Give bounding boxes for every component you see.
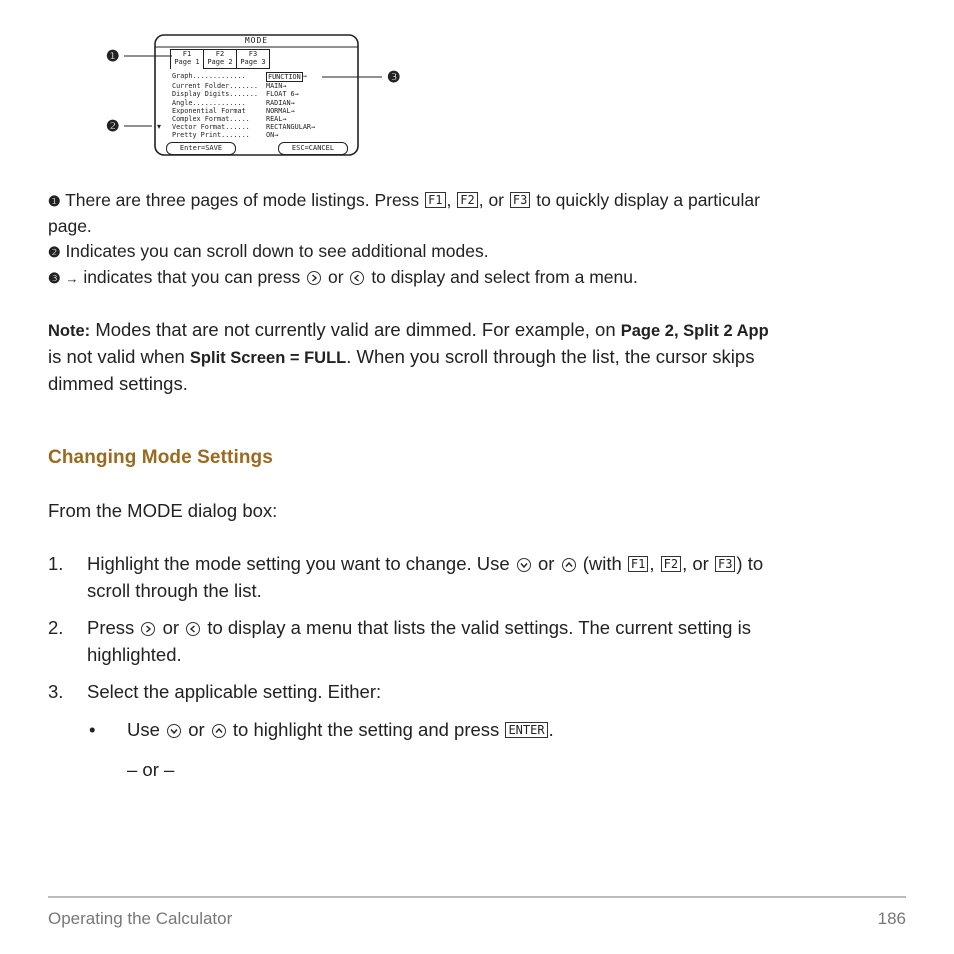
footer-divider: [48, 896, 906, 898]
mode-dialog-title: MODE: [244, 36, 269, 45]
step-2-number: 2.: [48, 617, 64, 638]
f2-key: F2: [457, 192, 477, 208]
down-arrow-key-icon: [517, 558, 531, 572]
mode-row[interactable]: Pretty Print....... ON →: [172, 131, 279, 140]
note-3: ❸ → indicates that you can press or to display and select from a menu.: [48, 267, 638, 287]
esc-cancel-button[interactable]: ESC=CANCEL: [278, 142, 348, 155]
step-2: Press or to display a menu that lists the valid settings. The current setting is: [87, 617, 751, 638]
mode-row[interactable]: Display Digits....... FLOAT 6 →: [172, 90, 299, 99]
menu-arrow-icon: →: [65, 271, 79, 286]
note-1-cont: page.: [48, 216, 92, 236]
left-arrow-key-icon: [350, 271, 364, 285]
tab-page-1[interactable]: F1 Page 1: [170, 49, 204, 69]
mode-row[interactable]: Current Folder....... MAIN →: [172, 82, 287, 91]
note-paragraph-line-3: dimmed settings.: [48, 373, 188, 394]
down-arrow-key-icon: [167, 724, 181, 738]
note-2: ❷ Indicates you can scroll down to see additional modes.: [48, 241, 489, 261]
callout-marker-2: ❷: [106, 118, 120, 135]
tab-page-3[interactable]: F3 Page 3: [237, 49, 270, 69]
step-3: Select the applicable setting. Either:: [87, 681, 382, 702]
mode-row[interactable]: Complex Format..... REAL →: [172, 115, 287, 124]
up-arrow-key-icon: [212, 724, 226, 738]
mode-row[interactable]: Graph............. FUNCTION →: [172, 72, 307, 81]
step-2-cont: highlighted.: [87, 644, 182, 665]
callout-marker-3: ❸: [387, 69, 401, 86]
page-number: 186: [877, 909, 906, 928]
step-1: Highlight the mode setting you want to change. Use or (with F1 , F2 , or F3 ) to: [87, 553, 764, 574]
footer-title: Operating the Calculator: [48, 909, 233, 928]
f2-key: F2: [661, 556, 681, 572]
left-arrow-key-icon: [186, 622, 200, 636]
up-arrow-key-icon: [562, 558, 576, 572]
step-1-cont: scroll through the list.: [87, 580, 262, 601]
scroll-down-indicator-icon: ▾: [157, 122, 162, 131]
f3-key: F3: [715, 556, 735, 572]
section-intro: From the MODE dialog box:: [48, 500, 278, 521]
or-separator: – or –: [127, 759, 175, 780]
note-paragraph: Note: Modes that are not currently valid are dimmed. For example, on Page 2, Split 2 App: [48, 319, 769, 340]
callout-marker-1: ❶: [106, 48, 120, 65]
sub-bullet-mark: •: [89, 719, 96, 740]
sub-bullet-item: Use or to highlight the setting and press ENTER .: [127, 719, 554, 740]
step-3-number: 3.: [48, 681, 64, 702]
callout-lines: [100, 40, 400, 140]
mode-row[interactable]: Vector Format...... RECTANGULAR →: [172, 123, 316, 132]
note-paragraph-line-2: is not valid when Split Screen = FULL. When you scroll through the list, the cursor skips: [48, 346, 755, 367]
right-arrow-key-icon: [141, 622, 155, 636]
mode-row[interactable]: Exponential Format NORMAL →: [172, 106, 295, 115]
mode-row[interactable]: Angle............. RADIAN →: [172, 98, 295, 107]
tab-page-2[interactable]: F2 Page 2: [204, 49, 237, 69]
f1-key: F1: [425, 192, 445, 208]
enter-save-button[interactable]: Enter=SAVE: [166, 142, 236, 155]
step-1-number: 1.: [48, 553, 64, 574]
f3-key: F3: [510, 192, 530, 208]
note-1: ❶ There are three pages of mode listings. Press F1 , F2 , or F3 to quickly display a particular: [48, 190, 760, 210]
f1-key: F1: [628, 556, 648, 572]
right-arrow-key-icon: [307, 271, 321, 285]
section-heading: Changing Mode Settings: [48, 447, 273, 468]
enter-key: ENTER: [505, 722, 547, 738]
